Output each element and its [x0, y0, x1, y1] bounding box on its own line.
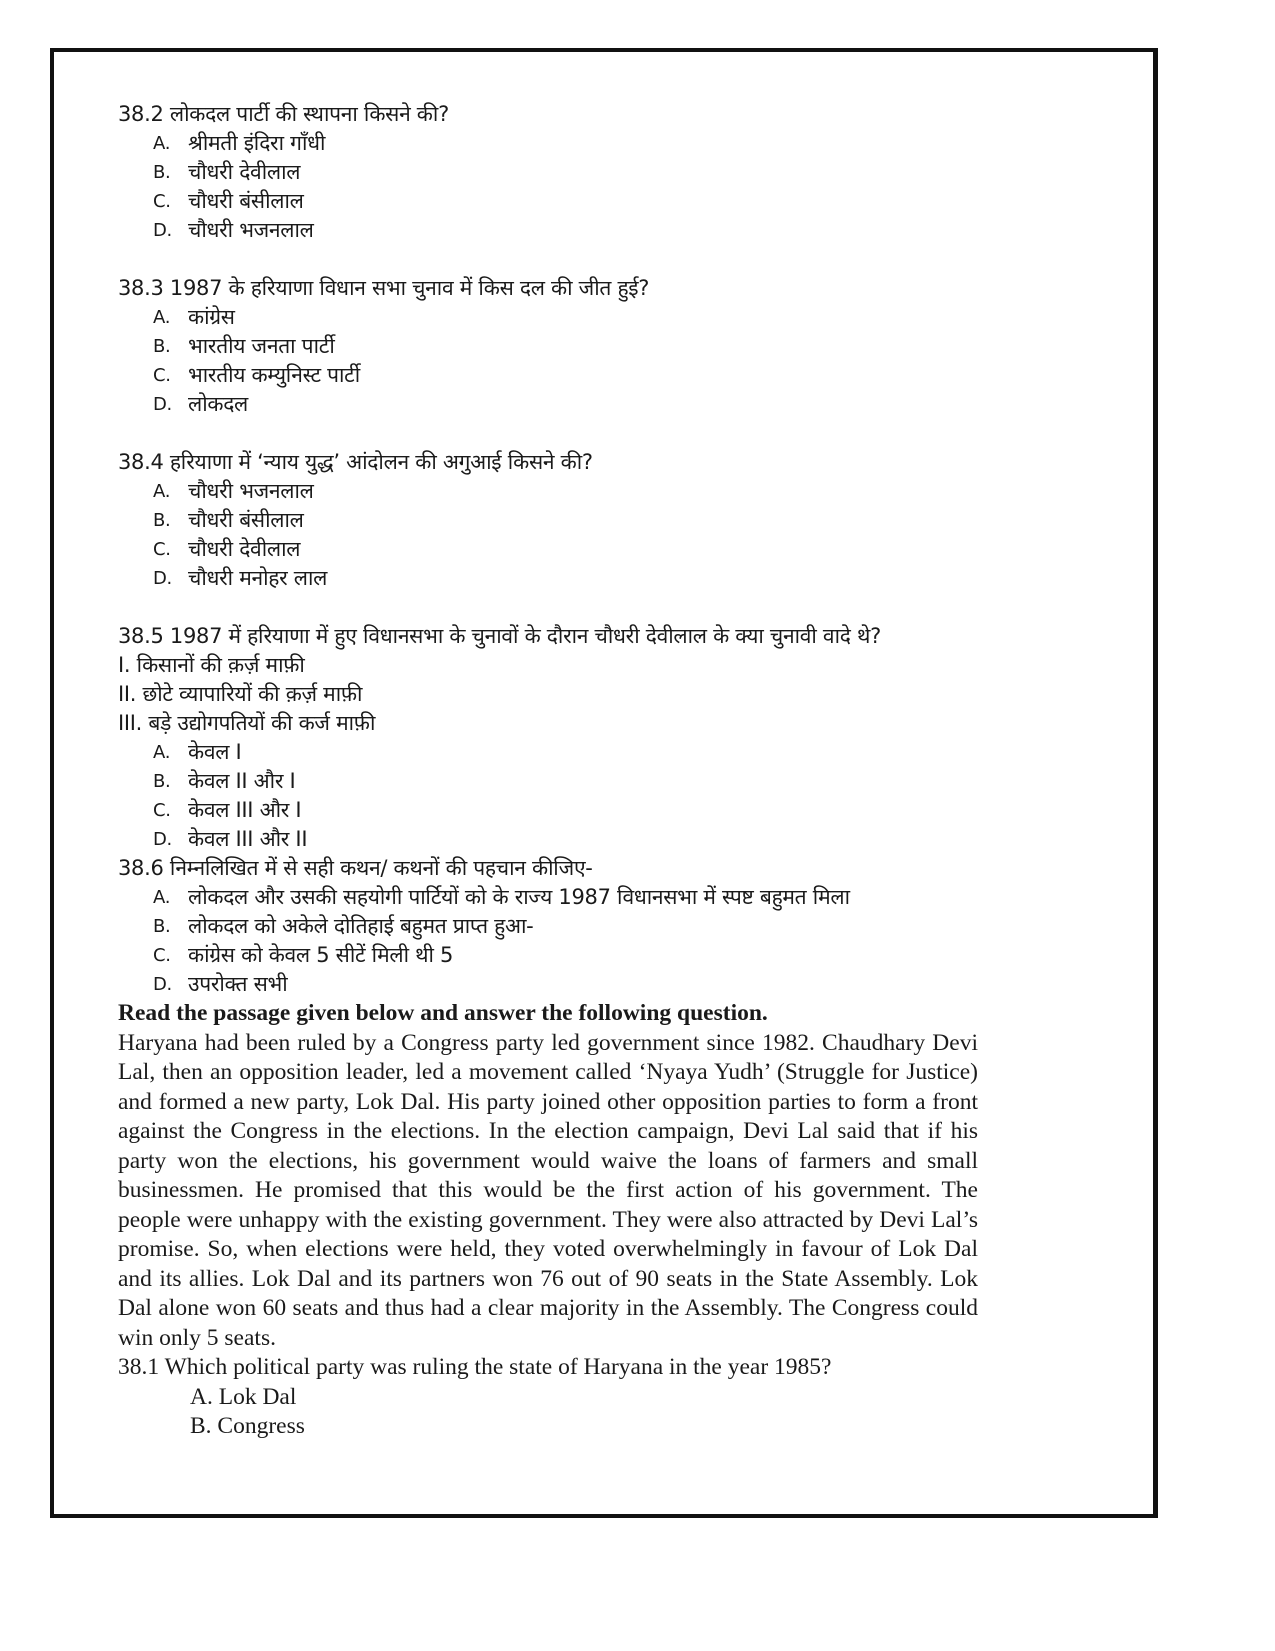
question-38-4: [118, 448, 978, 593]
option-text: भारतीय कम्युनिस्ट पार्टी: [188, 363, 360, 387]
question-38-5: [118, 622, 978, 854]
option-text: केवल III और II: [188, 827, 308, 851]
option-letter: D.: [153, 220, 172, 241]
option-text: लोकदल और उसकी सहयोगी पार्टियों को के राज्य 1987 विधानसभा में स्पष्ट बहुमत मिला: [188, 885, 850, 909]
option-text: चौधरी भजनलाल: [188, 218, 314, 242]
option-c: [153, 535, 978, 564]
option-text: चौधरी देवीलाल: [188, 537, 301, 561]
option-d: [153, 825, 978, 854]
option-letter: D.: [153, 394, 172, 415]
question-38-3: [118, 274, 978, 419]
page-content: [118, 100, 978, 1442]
option-letter: A.: [153, 307, 171, 328]
question-38-6: [118, 854, 978, 999]
question-stem: 38.6 निम्नलिखित में से सही कथन/ कथनों की पहचान कीजिए-: [118, 856, 593, 880]
option-text: चौधरी बंसीलाल: [188, 189, 304, 213]
option-letter: C.: [153, 539, 171, 560]
option-letter: C.: [153, 945, 171, 966]
english-option-a: A. Lok Dal: [190, 1383, 297, 1410]
option-text: भारतीय जनता पार्टी: [188, 334, 335, 358]
english-question-stem: 38.1 Which political party was ruling the state of Haryana in the year 1985?: [118, 1354, 832, 1380]
option-text: कांग्रेस को केवल 5 सीटें मिली थी 5: [188, 943, 454, 967]
option-text: श्रीमती इंदिरा गाँधी: [188, 131, 326, 155]
question-stem: 38.2 लोकदल पार्टी की स्थापना किसने की?: [118, 102, 449, 126]
option-text: लोकदल: [188, 392, 248, 416]
option-text: उपरोक्त सभी: [188, 972, 288, 996]
statement-3: III. बड़े उद्योगपतियों की कर्ज माफ़ी: [118, 711, 376, 735]
option-letter: D.: [153, 974, 172, 995]
option-text: चौधरी मनोहर लाल: [188, 566, 328, 590]
option-b: [153, 158, 978, 187]
option-letter: B.: [153, 162, 171, 183]
option-b: [153, 506, 978, 535]
question-stem: 38.5 1987 में हरियाणा में हुए विधानसभा के चुनावों के दौरान चौधरी देवीलाल के क्या चुनावी वादे थे?: [118, 624, 881, 648]
statement-2: II. छोटे व्यापारियों की क़र्ज़ माफ़ी: [118, 682, 363, 706]
option-d: [153, 216, 978, 245]
option-letter: C.: [153, 365, 171, 386]
option-text: लोकदल को अकेले दोतिहाई बहुमत प्राप्त हुआ-: [188, 914, 534, 938]
option-letter: D.: [153, 829, 172, 850]
question-stem: 38.3 1987 के हरियाणा विधान सभा चुनाव में किस दल की जीत हुई?: [118, 276, 650, 300]
option-d: [153, 564, 978, 593]
option-b: [153, 332, 978, 361]
option-a: [153, 129, 978, 158]
option-letter: B.: [153, 510, 171, 531]
option-letter: A.: [153, 133, 171, 154]
english-option-b: B. Congress: [190, 1413, 305, 1439]
option-d: [153, 970, 978, 999]
option-letter: A.: [153, 481, 171, 502]
passage-heading: Read the passage given below and answer the following question.: [118, 1000, 768, 1026]
option-letter: C.: [153, 191, 171, 212]
option-letter: B.: [153, 336, 171, 357]
option-b: [153, 767, 978, 796]
passage-section: [118, 999, 978, 1442]
option-text: कांग्रेस: [188, 305, 235, 329]
option-a: [153, 477, 978, 506]
statement-1: I. किसानों की क़र्ज़ माफ़ी: [118, 653, 305, 677]
question-stem: 38.4 हरियाणा में ‘न्याय युद्ध’ आंदोलन की अगुआई किसने की?: [118, 450, 593, 474]
option-c: [153, 941, 978, 970]
option-letter: A.: [153, 887, 171, 908]
option-text: केवल I: [188, 740, 242, 764]
option-letter: D.: [153, 568, 172, 589]
option-c: [153, 187, 978, 216]
option-letter: B.: [153, 771, 171, 792]
option-letter: B.: [153, 916, 171, 937]
option-a: [153, 303, 978, 332]
option-text: चौधरी देवीलाल: [188, 160, 301, 184]
option-a: [153, 738, 978, 767]
option-text: केवल II और I: [188, 769, 296, 793]
question-38-2: [118, 100, 978, 245]
option-letter: A.: [153, 742, 171, 763]
option-text: चौधरी भजनलाल: [188, 479, 314, 503]
passage-text: Haryana had been ruled by a Congress party led government since 1982. Chaudhary Devi Lal, then an opposition leader, led a movement called ‘Nyaya Yudh’ (Struggle for Justice) and formed a new party, Lok Dal. His party joined other opposition parties to form a front against the Congress in the elections. In the election campaign, Devi Lal said that if his party won the elections, his government would waive the loans of farmers and small businessmen. He promised that this would be the first action of his government. The people were unhappy with the existing government. They were also attracted by Devi Lal’s promise. So, when elections were held, they voted overwhelmingly in favour of Lok Dal and its allies. Lok Dal and its partners won 76 out of 90 seats in the State Assembly. Lok Dal alone won 60 seats and thus had a clear majority in the Assembly. The Congress could win only 5 seats.: [118, 1029, 978, 1351]
option-c: [153, 361, 978, 390]
option-a: [153, 883, 978, 912]
option-c: [153, 796, 978, 825]
option-b: [153, 912, 978, 941]
option-text: केवल III और I: [188, 798, 302, 822]
option-letter: C.: [153, 800, 171, 821]
option-d: [153, 390, 978, 419]
option-text: चौधरी बंसीलाल: [188, 508, 304, 532]
